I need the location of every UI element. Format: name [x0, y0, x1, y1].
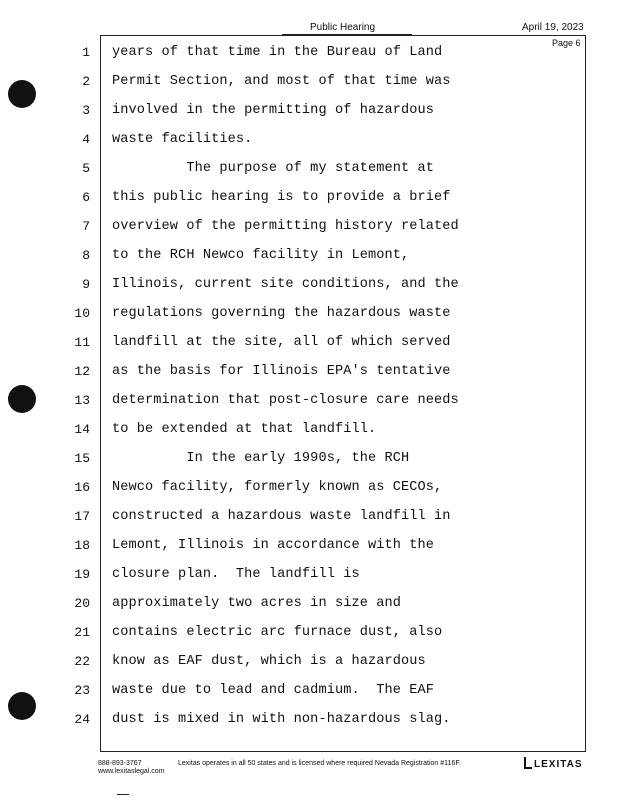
- line-number: 21: [74, 625, 90, 640]
- transcript-line: [0, 621, 618, 650]
- frame-bottom: [100, 751, 586, 752]
- footer-logo: [524, 757, 582, 770]
- transcript-line: [0, 157, 618, 186]
- bottom-tick: [117, 794, 129, 795]
- line-text: dust is mixed in with non-hazardous slag.: [112, 712, 451, 727]
- line-text: constructed a hazardous waste landfill in: [112, 509, 451, 524]
- line-number: 9: [82, 277, 90, 292]
- line-text: In the early 1990s, the RCH: [112, 451, 410, 466]
- line-number: 3: [82, 103, 90, 118]
- line-text: Newco facility, formerly known as CECOs,: [112, 480, 443, 495]
- transcript-line: [0, 592, 618, 621]
- footer-notice: Lexitas operates in all 50 states and is licensed where required Nevada Registration #116F.: [178, 760, 461, 767]
- transcript-line: [0, 331, 618, 360]
- transcript-line: [0, 215, 618, 244]
- page-number: Page 6: [552, 38, 581, 48]
- line-text: Lemont, Illinois in accordance with the: [112, 538, 435, 553]
- logo-text: LEXITAS: [534, 759, 583, 770]
- transcript-line: [0, 244, 618, 273]
- transcript-line: [0, 360, 618, 389]
- line-text: to the RCH Newco facility in Lemont,: [112, 248, 410, 263]
- transcript-line: [0, 708, 618, 737]
- transcript-line: [0, 534, 618, 563]
- line-text: know as EAF dust, which is a hazardous: [112, 654, 426, 669]
- line-number: 24: [74, 712, 90, 727]
- line-text: Permit Section, and most of that time was: [112, 74, 451, 89]
- line-number: 6: [82, 190, 90, 205]
- line-text: waste facilities.: [112, 132, 253, 147]
- transcript-line: [0, 70, 618, 99]
- transcript-line: [0, 41, 618, 70]
- transcript-line: [0, 273, 618, 302]
- transcript-lines: [0, 41, 618, 737]
- line-number: 16: [74, 480, 90, 495]
- transcript-line: [0, 389, 618, 418]
- footer-phone: 888-893-3767: [98, 760, 142, 767]
- line-text: determination that post-closure care needs: [112, 393, 459, 408]
- line-number: 5: [82, 161, 90, 176]
- line-number: 8: [82, 248, 90, 263]
- line-text: as the basis for Illinois EPA's tentative: [112, 364, 451, 379]
- line-text: regulations governing the hazardous waste: [112, 306, 451, 321]
- line-text: The purpose of my statement at: [112, 161, 435, 176]
- line-number: 19: [74, 567, 90, 582]
- line-text: closure plan. The landfill is: [112, 567, 360, 582]
- line-number: 7: [82, 219, 90, 234]
- line-text: overview of the permitting history related: [112, 219, 459, 234]
- frame-top: [100, 35, 586, 36]
- line-number: 20: [74, 596, 90, 611]
- line-number: 23: [74, 683, 90, 698]
- transcript-line: [0, 505, 618, 534]
- transcript-line: [0, 302, 618, 331]
- line-text: involved in the permitting of hazardous: [112, 103, 435, 118]
- line-number: 2: [82, 74, 90, 89]
- line-number: 22: [74, 654, 90, 669]
- footer-website[interactable]: www.lexitaslegal.com: [98, 768, 165, 775]
- line-text: approximately two acres in size and: [112, 596, 402, 611]
- transcript-line: [0, 563, 618, 592]
- transcript-line: [0, 650, 618, 679]
- transcript-line: [0, 99, 618, 128]
- line-number: 12: [74, 364, 90, 379]
- header-title: Public Hearing: [310, 22, 376, 33]
- logo-icon: [524, 757, 532, 769]
- transcript-line: [0, 679, 618, 708]
- line-text: waste due to lead and cadmium. The EAF: [112, 683, 435, 698]
- line-text: contains electric arc furnace dust, also: [112, 625, 443, 640]
- line-text: landfill at the site, all of which served: [112, 335, 451, 350]
- line-number: 14: [74, 422, 90, 437]
- line-number: 10: [74, 306, 90, 321]
- transcript-line: [0, 476, 618, 505]
- line-number: 17: [74, 509, 90, 524]
- line-number: 4: [82, 132, 90, 147]
- line-number: 11: [74, 335, 90, 350]
- transcript-line: [0, 447, 618, 476]
- line-text: to be extended at that landfill.: [112, 422, 377, 437]
- transcript-line: [0, 128, 618, 157]
- line-number: 18: [74, 538, 90, 553]
- line-text: years of that time in the Bureau of Land: [112, 45, 443, 60]
- line-number: 13: [74, 393, 90, 408]
- transcript-line: [0, 418, 618, 447]
- footer-contact: [98, 760, 165, 776]
- line-text: this public hearing is to provide a brief: [112, 190, 451, 205]
- line-number: 15: [74, 451, 90, 466]
- line-number: 1: [82, 45, 90, 60]
- line-text: Illinois, current site conditions, and the: [112, 277, 459, 292]
- transcript-line: [0, 186, 618, 215]
- header-date: April 19, 2023: [522, 22, 584, 33]
